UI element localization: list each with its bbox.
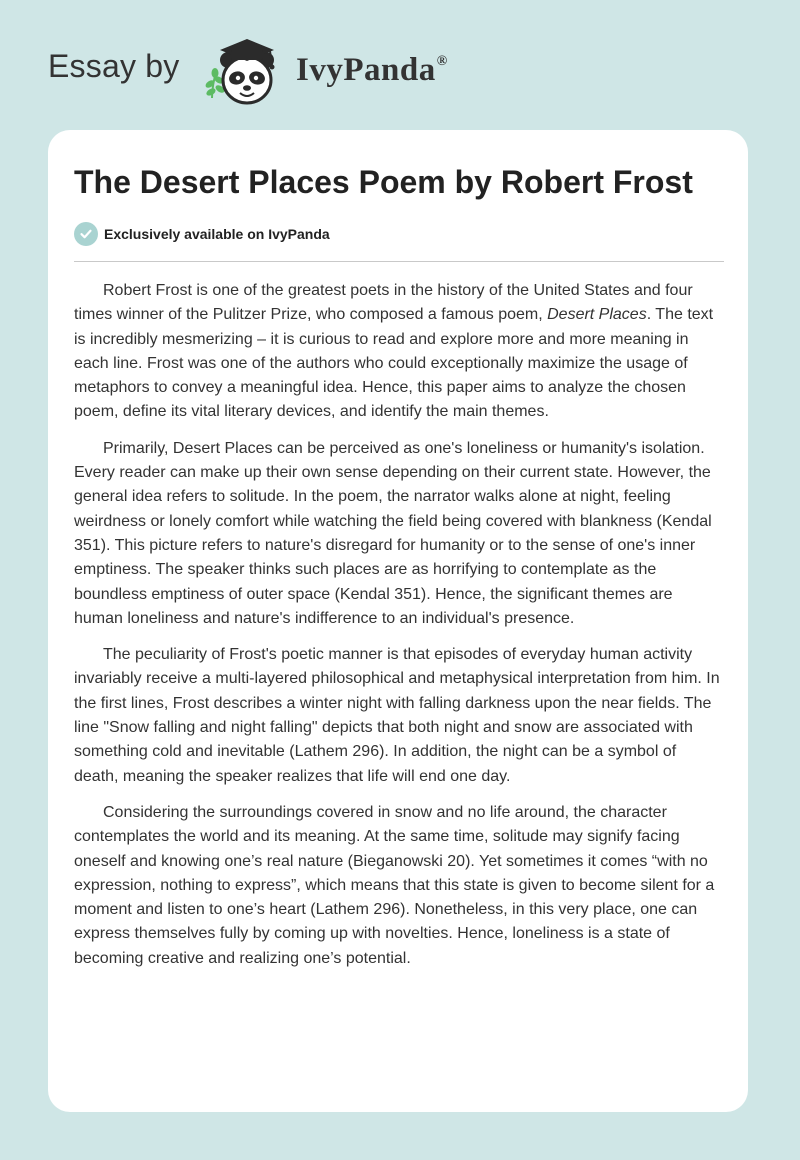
panda-logo-icon (200, 36, 292, 108)
site-header (0, 0, 800, 130)
paragraph-text: . The text is incredibly mesmerizing – it is curious to read and explore more and more meaning in each line. Frost was one of the authors who could exceptionally maximize the usage of metaphors to convey a meaningful idea. Hence, this paper aims to analyze the chosen poem, define its vital literary devices, and identify the main themes. (74, 306, 714, 421)
essay-by-label: Essay by (48, 48, 180, 84)
essay-body (74, 279, 724, 983)
paragraph-text: Robert Frost is one of the greatest poets in the history of the United States and four times winner of the Pulitzer Prize, who composed a famous poem, (74, 282, 693, 324)
paragraph: Primarily, Desert Places can be perceived as one's loneliness or humanity's isolation. Every reader can make up their own sense depending on their current state. However, the general idea refers to solitude. In the poem, the narrator walks alone at night, feeling weirdness or lonely comfort while watching the field being covered with blankness (Kendal 351). This picture refers to nature's disregard for humanity or to the sense of one's inner emptiness. The speaker thinks such places are as horrifying to contemplate as the boundless emptiness of outer space (Kendal 351). Hence, the significant themes are human loneliness and nature's indifference to an individual's presence. (74, 439, 712, 627)
essay-title: The Desert Places Poem by Robert Frost (74, 164, 693, 200)
registered-mark: ® (436, 54, 448, 69)
check-circle-icon (74, 222, 98, 246)
exclusive-badge (74, 222, 330, 246)
paragraph: The peculiarity of Frost's poetic manner is that episodes of everyday human activity invariably receive a multi-layered philosophical and metaphysical interpretation from him. In the first lines, Frost describes a winter night with falling darkness upon the near fields. The line "Snow falling and night falling" depicts that both night and snow are associated with something cold and inevitable (Lathem 296). In addition, the night can be a symbol of death, meaning the speaker realizes that life will end one day. (74, 646, 720, 785)
exclusive-badge-label: Exclusively available on IvyPanda (104, 226, 330, 242)
paragraph (74, 279, 724, 425)
divider (74, 261, 724, 262)
brand-text: IvyPanda (296, 52, 436, 88)
brand-name[interactable] (296, 52, 448, 89)
poem-title-italic: Desert Places (547, 306, 647, 324)
paragraph: Considering the surroundings covered in snow and no life around, the character contemplates the world and its meaning. At the same time, solitude may signify facing oneself and knowing one’s real nature (Bieganowski 20). Yet sometimes it comes “with no expression, nothing to express”, which means that this state is given to become silent for a moment and listen to one’s heart (Lathem 296). Nonetheless, in this very place, one can express themselves fully by coming up with novelties. Hence, loneliness is a state of becoming creative and realizing one’s potential. (74, 803, 715, 967)
essay-card (48, 130, 748, 1112)
